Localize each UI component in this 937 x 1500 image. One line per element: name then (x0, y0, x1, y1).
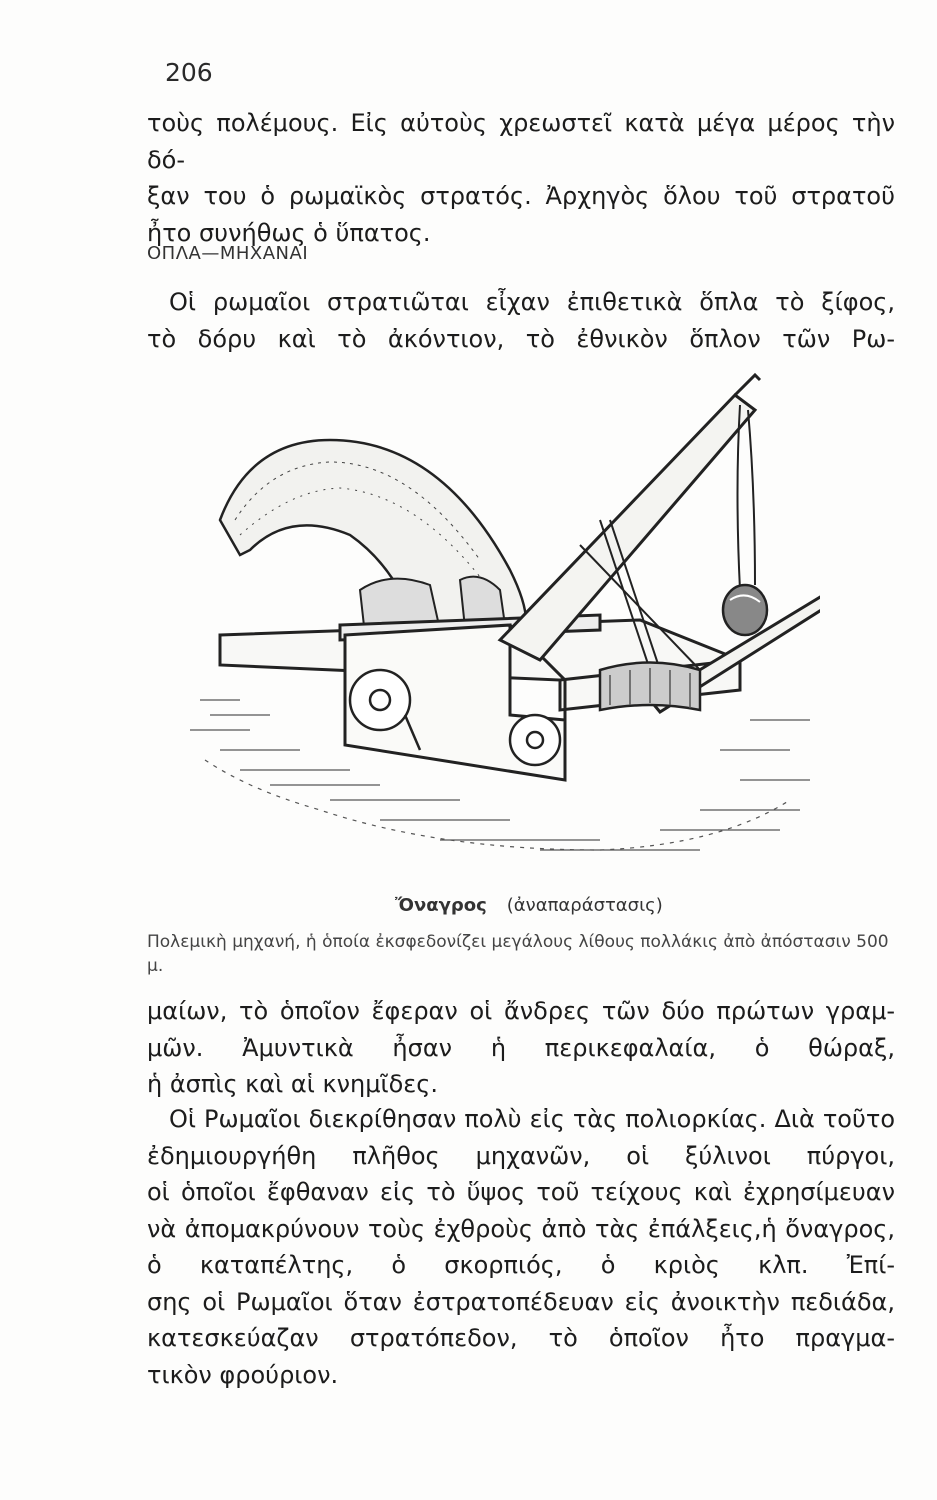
throwing-arm (500, 375, 760, 660)
figure-caption-description: Πολεμικὴ μηχανή, ἡ ὁποία ἐκσφεδονίζει μεγάλους λίθους πολλάκις ἀπὸ ἀπόστασιν 500 μ. (147, 932, 889, 976)
figure-caption-note: (ἀναπαράστασις) (506, 895, 663, 916)
torsion-bundle (600, 663, 700, 711)
defensive-arms-paragraph (147, 993, 895, 1103)
text-line: ἡ ἀσπὶς καὶ αἱ κνημῖδες. (147, 1070, 438, 1098)
text-line: Οἱ Ρωμαῖοι διεκρίθησαν πολὺ εἰς τὰς πολιορκίας. Διὰ τοῦτο (169, 1105, 895, 1133)
page-number: 206 (165, 58, 213, 87)
weapons-paragraph (147, 284, 895, 357)
text-line: ξαν του ὁ ρωμαϊκὸς στρατός. Ἀρχηγὸς ὅλου τοῦ στρατοῦ (147, 182, 895, 210)
rock-pile (220, 440, 526, 640)
text-line: ἐδημιουργήθη πλῆθος μηχανῶν, οἱ ξύλινοι πύργοι, (147, 1141, 895, 1170)
siege-paragraph (147, 1101, 895, 1393)
figure-caption-name: Ὄναγρος (395, 895, 487, 916)
figure-caption-title (395, 895, 663, 916)
text-line: οἱ ὁποῖοι ἔφθαναν εἰς τὸ ὕψος τοῦ τείχους καὶ ἐχρησίμευαν (147, 1178, 895, 1206)
text-line: Οἱ ρωμαῖοι στρατιῶται εἶχαν ἐπιθετικὰ ὅπλα τὸ ξίφος, (169, 288, 895, 316)
text-line: ἦτο συνήθως ὁ ὕπατος. (147, 218, 431, 247)
text-line: νὰ ἀπομακρύνουν τοὺς ἐχθροὺς ἀπὸ τὰς ἐπάλξεις,ἡ ὄναγρος, (147, 1214, 895, 1243)
text-line: σης οἱ Ρωμαῖοι ὅταν ἐστρατοπέδευαν εἰς ἀνοικτὴν πεδιάδα, (147, 1287, 895, 1316)
onager-illustration (180, 370, 820, 880)
text-line: μαίων, τὸ ὁποῖον ἔφεραν οἱ ἄνδρες τῶν δύο πρώτων γραμ- (147, 997, 895, 1025)
intro-paragraph (147, 105, 895, 251)
text-line: κατεσκεύαζαν στρατόπεδον, τὸ ὁποῖον ἦτο πραγμα- (147, 1324, 895, 1352)
text-line: τοὺς πολέμους. Εἰς αὐτοὺς χρεωστεῖ κατὰ μέγα μέρος τὴν δό- (147, 109, 895, 174)
section-heading: ΟΠΛΑ—ΜΗΧΑΝΑΙ (147, 243, 309, 264)
text-line: μῶν. Ἀμυντικὰ ἦσαν ἡ περικεφαλαία, ὁ θώραξ, (147, 1033, 895, 1062)
text-line: τὸ δόρυ καὶ τὸ ἀκόντιον, τὸ ἐθνικὸν ὅπλον τῶν Ρω- (147, 324, 895, 353)
stone-projectile (723, 585, 767, 635)
text-line: τικὸν φρούριον. (147, 1360, 339, 1389)
text-line: ὁ καταπέλτης, ὁ σκορπιός, ὁ κριὸς κλπ. Ἐπί- (147, 1251, 895, 1279)
